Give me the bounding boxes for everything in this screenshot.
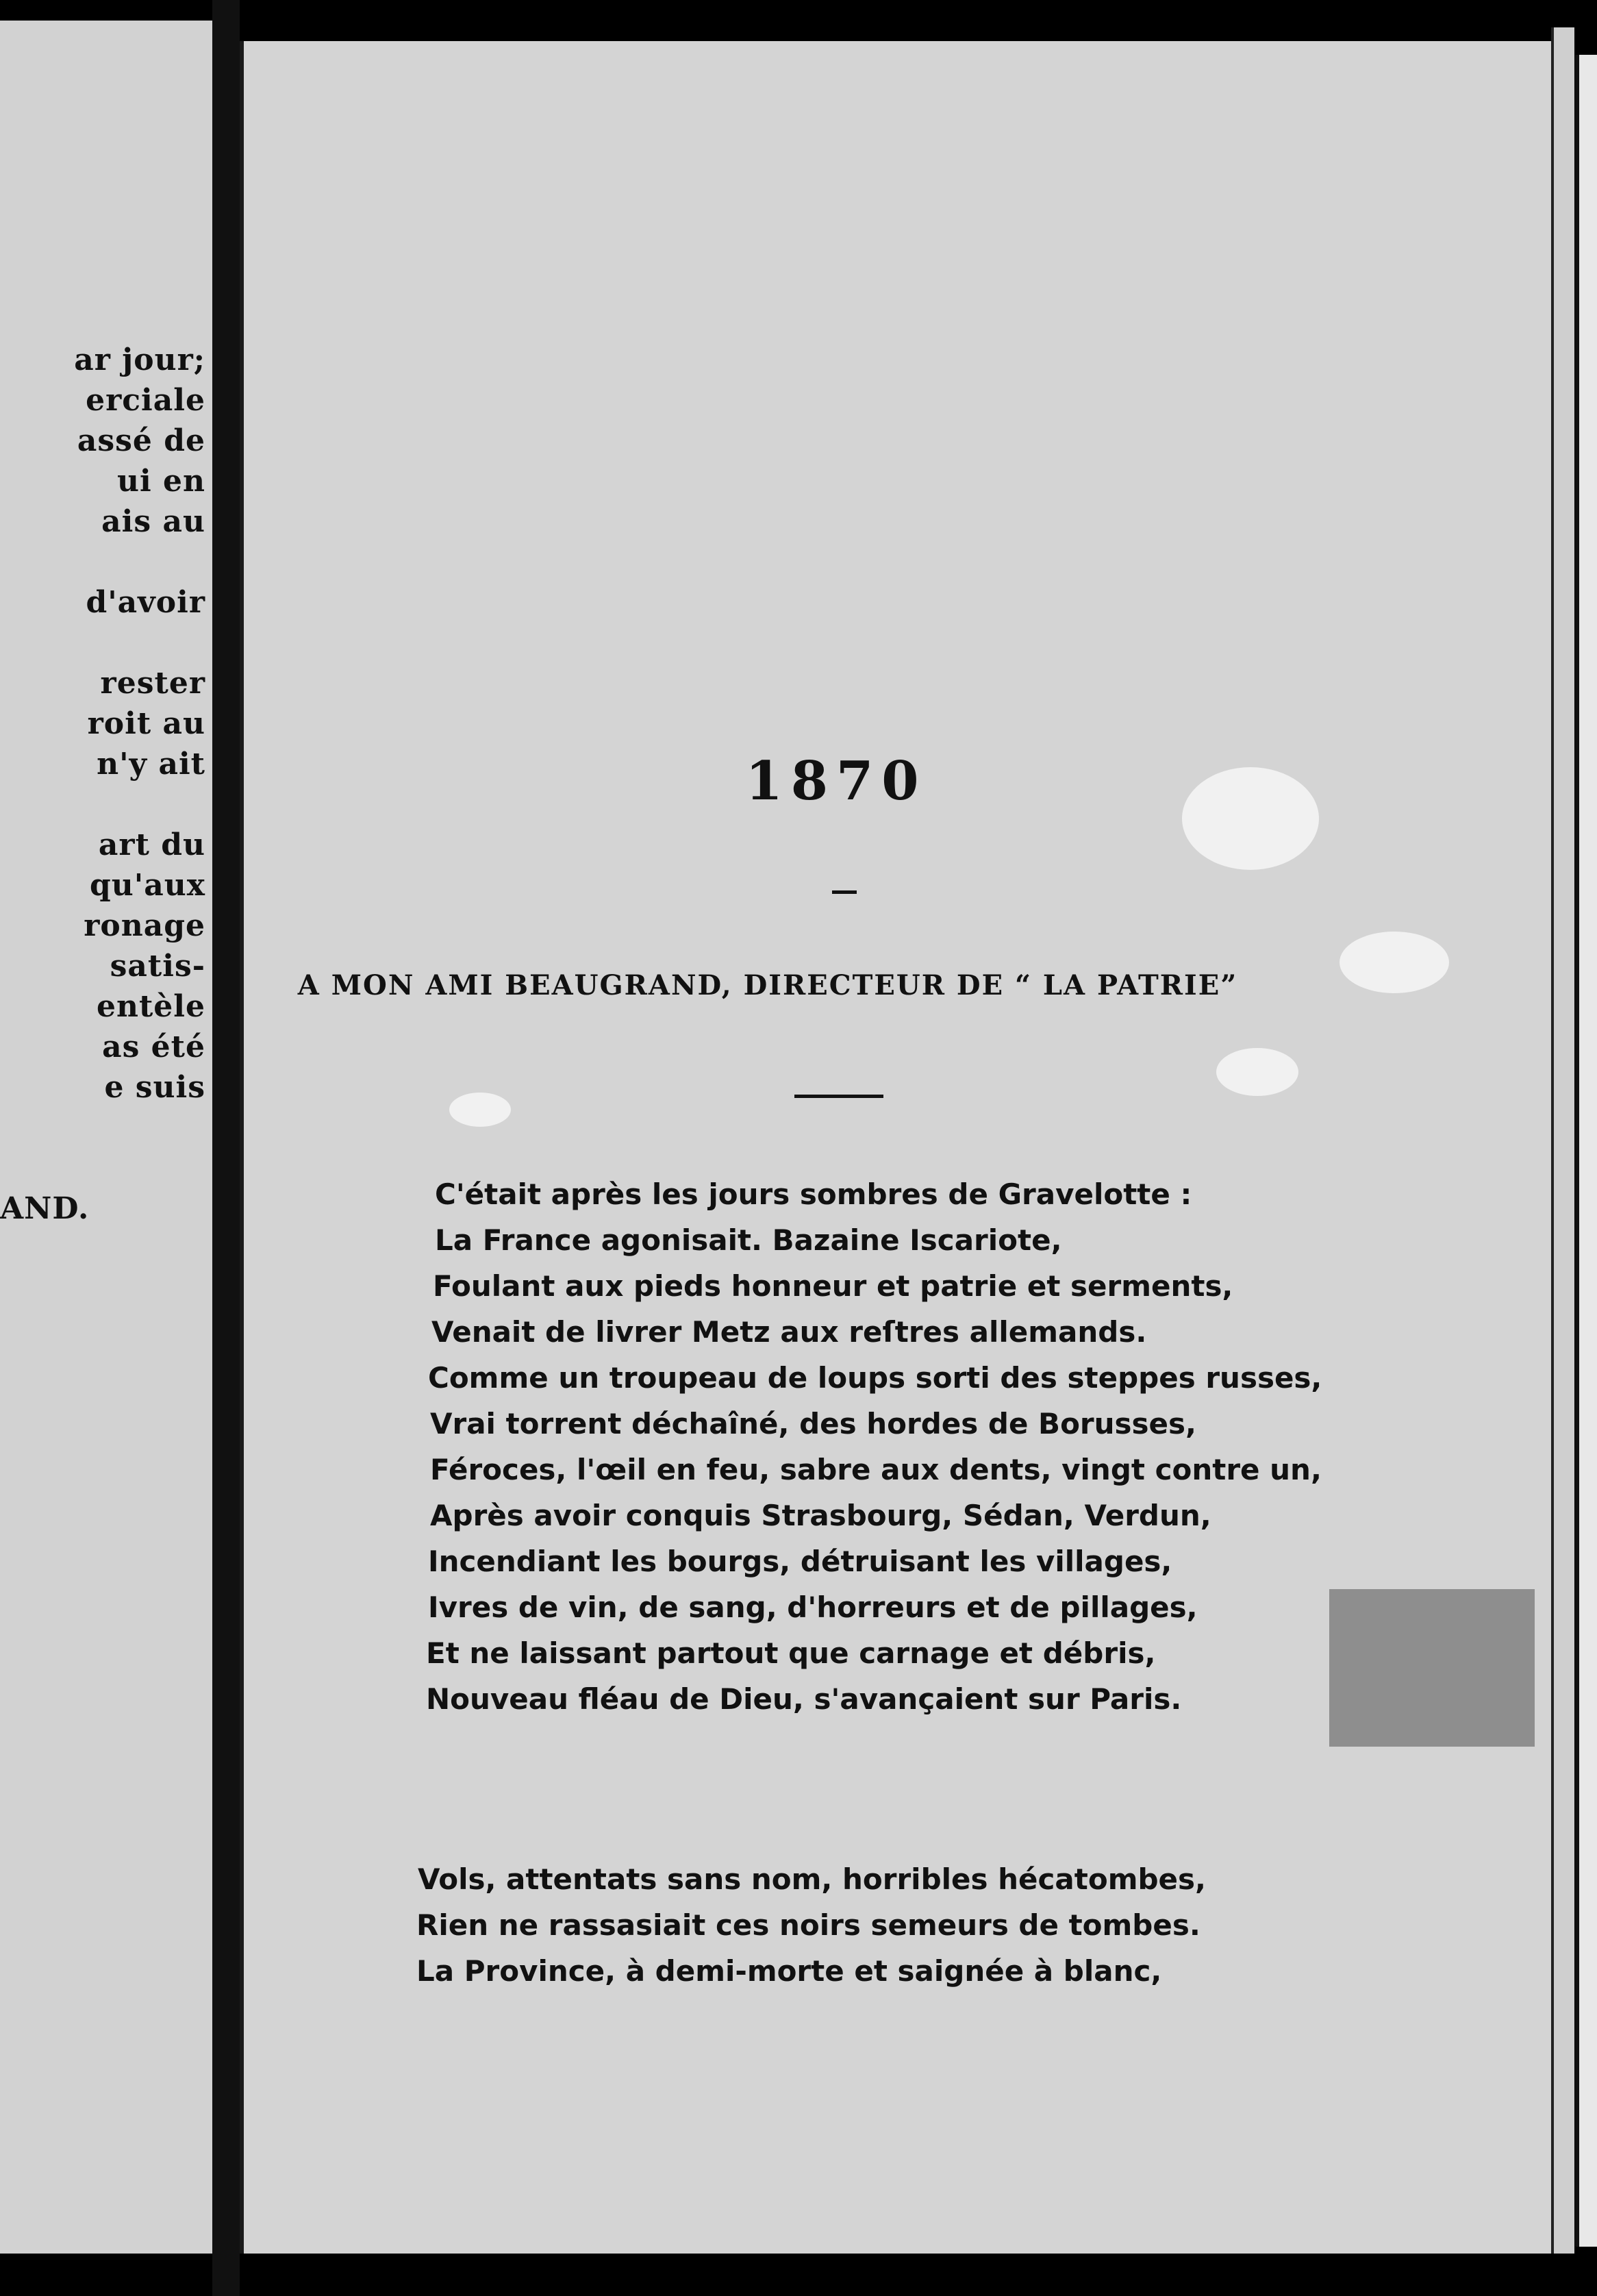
stanza-2 [411,1856,1206,1994]
verse-line: Foulant aux pieds honneur et patrie et serments, [433,1269,1233,1303]
left-page-line: assé de [77,423,205,458]
dedication-rule [794,1095,883,1098]
left-page-line: e suis [104,1070,205,1105]
left-page-line: ais au [101,504,205,539]
verse-line: La France agonisait. Bazaine Iscariote, [435,1223,1062,1257]
left-page-line: AND. [0,1191,90,1226]
left-page-line: ar jour; [74,342,205,377]
verse-line: Vols, attentats sans nom, horribles hécatombes, [418,1862,1206,1896]
left-page-line: roit au [87,706,205,741]
left-page-line: erciale [86,383,205,418]
verse-line: La Province, à demi-morte et saignée à blanc, [416,1954,1162,1988]
verse-line: Nouveau fléau de Dieu, s'avançaient sur Paris. [426,1682,1182,1716]
left-facing-page [0,21,212,2254]
poem-dedication: A MON AMI BEAUGRAND, DIRECTEUR DE “ LA PATRIE” [297,969,1238,1001]
verse-line: Comme un troupeau de loups sorti des steppes russes, [428,1361,1322,1395]
verse-line: Rien ne rassasiait ces noirs semeurs de tombes. [416,1908,1200,1942]
verse-line: Après avoir conquis Strasbourg, Sédan, Verdun, [430,1499,1211,1532]
verse-line: Et ne laissant partout que carnage et débris, [426,1636,1156,1670]
left-page-line: n'y ait [97,747,205,782]
left-page-line: ui en [116,464,205,499]
paper-damage [449,1093,511,1127]
left-page-line: satis- [110,949,205,984]
title-dash [832,890,857,894]
left-page-line: entèle [96,989,205,1024]
left-page-line: qu'aux [90,868,205,903]
poem-year-title: 1870 [745,750,927,812]
verse-line: Ivres de vin, de sang, d'horreurs et de pillages, [428,1590,1198,1624]
paper-damage [1216,1048,1298,1096]
verse-line: Vrai torrent déchaîné, des hordes de Borusses, [430,1407,1196,1440]
verse-line: Venait de livrer Metz aux reſtres allemands. [431,1315,1147,1349]
left-page-line: rester [100,666,205,701]
paper-stain [1329,1589,1535,1747]
left-page-line: as été [102,1030,205,1064]
verse-line: Incendiant les bourgs, détruisant les villages, [428,1545,1172,1578]
verse-line: Féroces, l'œil en feu, sabre aux dents, vingt contre un, [430,1453,1322,1486]
page-edge-outer [1575,55,1597,2247]
left-page-line: ronage [84,908,205,943]
verse-line: C'était après les jours sombres de Gravelotte : [435,1177,1192,1211]
left-page-line: art du [98,827,205,862]
page-edge [1551,27,1574,2254]
left-page-line: d'avoir [86,585,205,620]
book-gutter [212,0,240,2296]
stanza-1 [411,1171,1322,1722]
